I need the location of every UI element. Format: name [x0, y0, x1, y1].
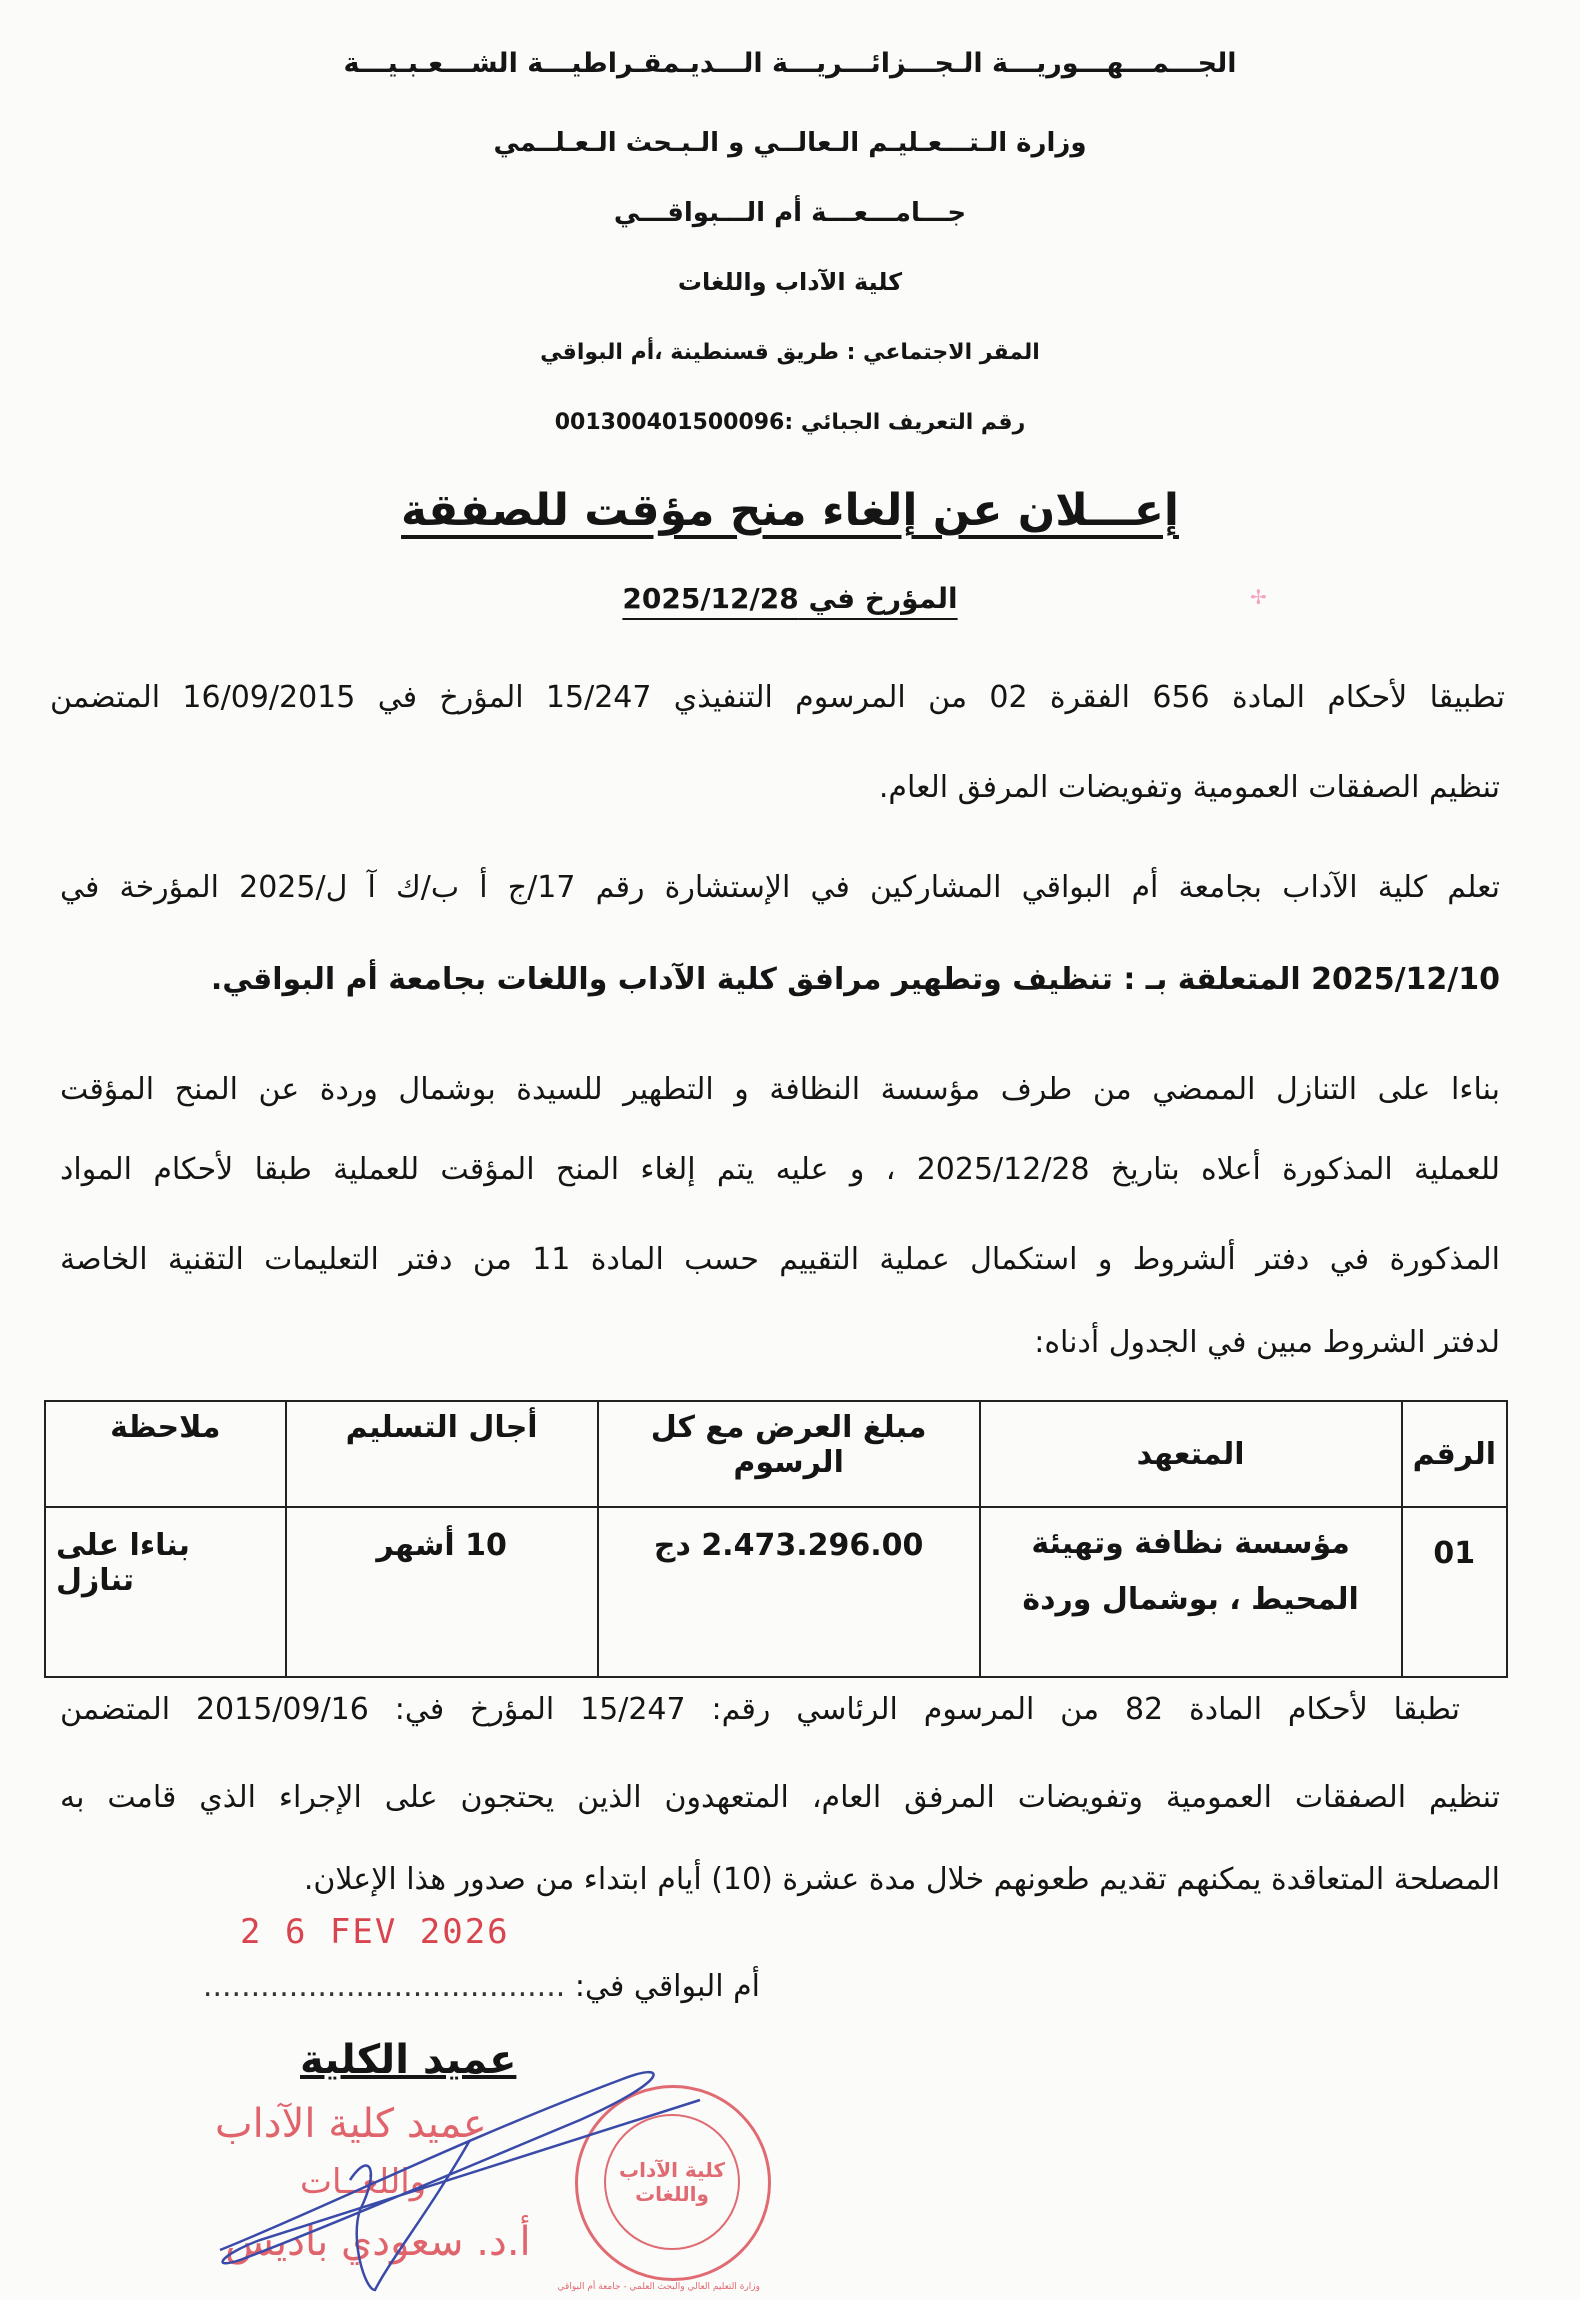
paragraph1-line: تنظيم الصفقات العمومية وتفويضات المرفق العام.: [878, 770, 1500, 805]
col-amount: مبلغ العرض مع كل الرسوم: [598, 1401, 980, 1507]
paragraph1-line: تطبيقا لأحكام المادة 656 الفقرة 02 من المرسوم التنفيذي 15/247 المؤرخ في 16/09/2015 المتضمن: [50, 680, 1506, 715]
header-tax-id: رقم التعريف الجبائي :001300401500096: [554, 410, 1026, 435]
cell-amount: 2.473.296.00 دج: [598, 1507, 980, 1677]
cell-bidder: مؤسسة نظافة وتهيئة المحيط ، بوشمال وردة: [980, 1507, 1402, 1677]
header-university: جـــامـــعـــة أم الـــبواقـــي: [613, 198, 967, 228]
paragraph2-line: 2025/12/10 المتعلقة بـ : تنظيف وتطهير مرافق كلية الآداب واللغات بجامعة أم البواقي.: [210, 962, 1500, 997]
seal-ring-text: وزارة التعليم العالي والبحث العلمي - جامعة أم البواقي: [557, 2282, 760, 2292]
paragraph4-line: المصلحة المتعاقدة يمكنهم تقديم طعونهم خلال مدة عشرة (10) أيام ابتداء من صدور هذا الإعلان.: [303, 1862, 1500, 1897]
signature-stroke: [220, 2072, 700, 2290]
header-address: المقر الاجتماعي : طريق قسنطينة ،أم البواقي: [540, 340, 1040, 365]
document-title: [0, 485, 1580, 536]
col-bidder: المتعهد: [980, 1401, 1402, 1507]
cell-delivery: 10 أشهر: [286, 1507, 598, 1677]
header-ministry: وزارة الـتـــعـليـم الـعالــي و الـبـحث الـعـلــمي: [493, 128, 1087, 158]
received-date-stamp: 2 6 FEV 2026: [240, 1912, 510, 1952]
paragraph3-line: بناءا على التنازل الممضي من طرف مؤسسة النظافة و التطهير للسيدة بوشمال وردة عن المنح المؤقت: [60, 1072, 1500, 1107]
document-date: [0, 582, 1580, 615]
paragraph3-line: لدفتر الشروط مبين في الجدول أدناه:: [1034, 1325, 1500, 1360]
red-stamp-line1: عميد كلية الآداب: [215, 2101, 487, 2147]
place-label: أم البواقي في:: [574, 1969, 760, 2004]
title-text: إعـــلان عن إلغاء منح مؤقت للصفقة: [401, 485, 1179, 536]
date-text: المؤرخ في 2025/12/28: [622, 582, 958, 615]
table-row: [45, 1507, 1507, 1677]
place-date-line: [160, 1968, 760, 2006]
bids-table: [44, 1400, 1508, 1678]
col-number: الرقم: [1402, 1401, 1507, 1507]
paragraph3-line: للعملية المذكورة أعلاه بتاريخ 2025/12/28 ، و عليه يتم إلغاء المنح المؤقت للعملية طبقا لأحكام المواد: [60, 1152, 1500, 1187]
table-header-row: [45, 1401, 1507, 1507]
red-stamp-name: أ.د. سعودي باديس: [225, 2219, 531, 2265]
paragraph4-line: تطبقا لأحكام المادة 82 من المرسوم الرئاسي رقم: 15/247 المؤرخ في: 2015/09/16 المتضمن: [60, 1692, 1461, 1727]
signature: [200, 2060, 720, 2300]
col-delivery: أجال التسليم: [286, 1401, 598, 1507]
cell-number: 01: [1402, 1507, 1507, 1677]
cell-note: بناءا على تنازل: [45, 1507, 286, 1677]
place-dots: ......................................: [202, 1969, 566, 2004]
seal-center-text: كلية الآداب واللغات: [604, 2114, 740, 2250]
red-stamp-line2: واللغــات: [300, 2162, 427, 2202]
dean-title: عميد الكلية: [300, 2037, 517, 2083]
paragraph4-line: تنظيم الصفقات العمومية وتفويضات المرفق العام، المتعهدون الذين يحتجون على الإجراء الذي قامت به: [60, 1780, 1500, 1815]
col-note: ملاحظة: [45, 1401, 286, 1507]
pink-mark: ✢: [1250, 585, 1267, 609]
header-faculty: كلية الآداب واللغات: [677, 268, 903, 296]
header-republic: الجـــمـــهـــوريـــة الـجـــزائـــريـــة الـــديـمقـراطيـــة الشـــعـبـيـــة: [343, 48, 1237, 79]
paragraph3-line: المذكورة في دفتر ألشروط و استكمال عملية التقييم حسب المادة 11 من دفتر التعليمات التقنية الخاصة: [60, 1242, 1500, 1277]
paragraph2-line: تعلم كلية الآداب بجامعة أم البواقي المشاركين في الإستشارة رقم 17/ج أ ب/ك آ ل/2025 المؤرخة في: [60, 870, 1500, 905]
